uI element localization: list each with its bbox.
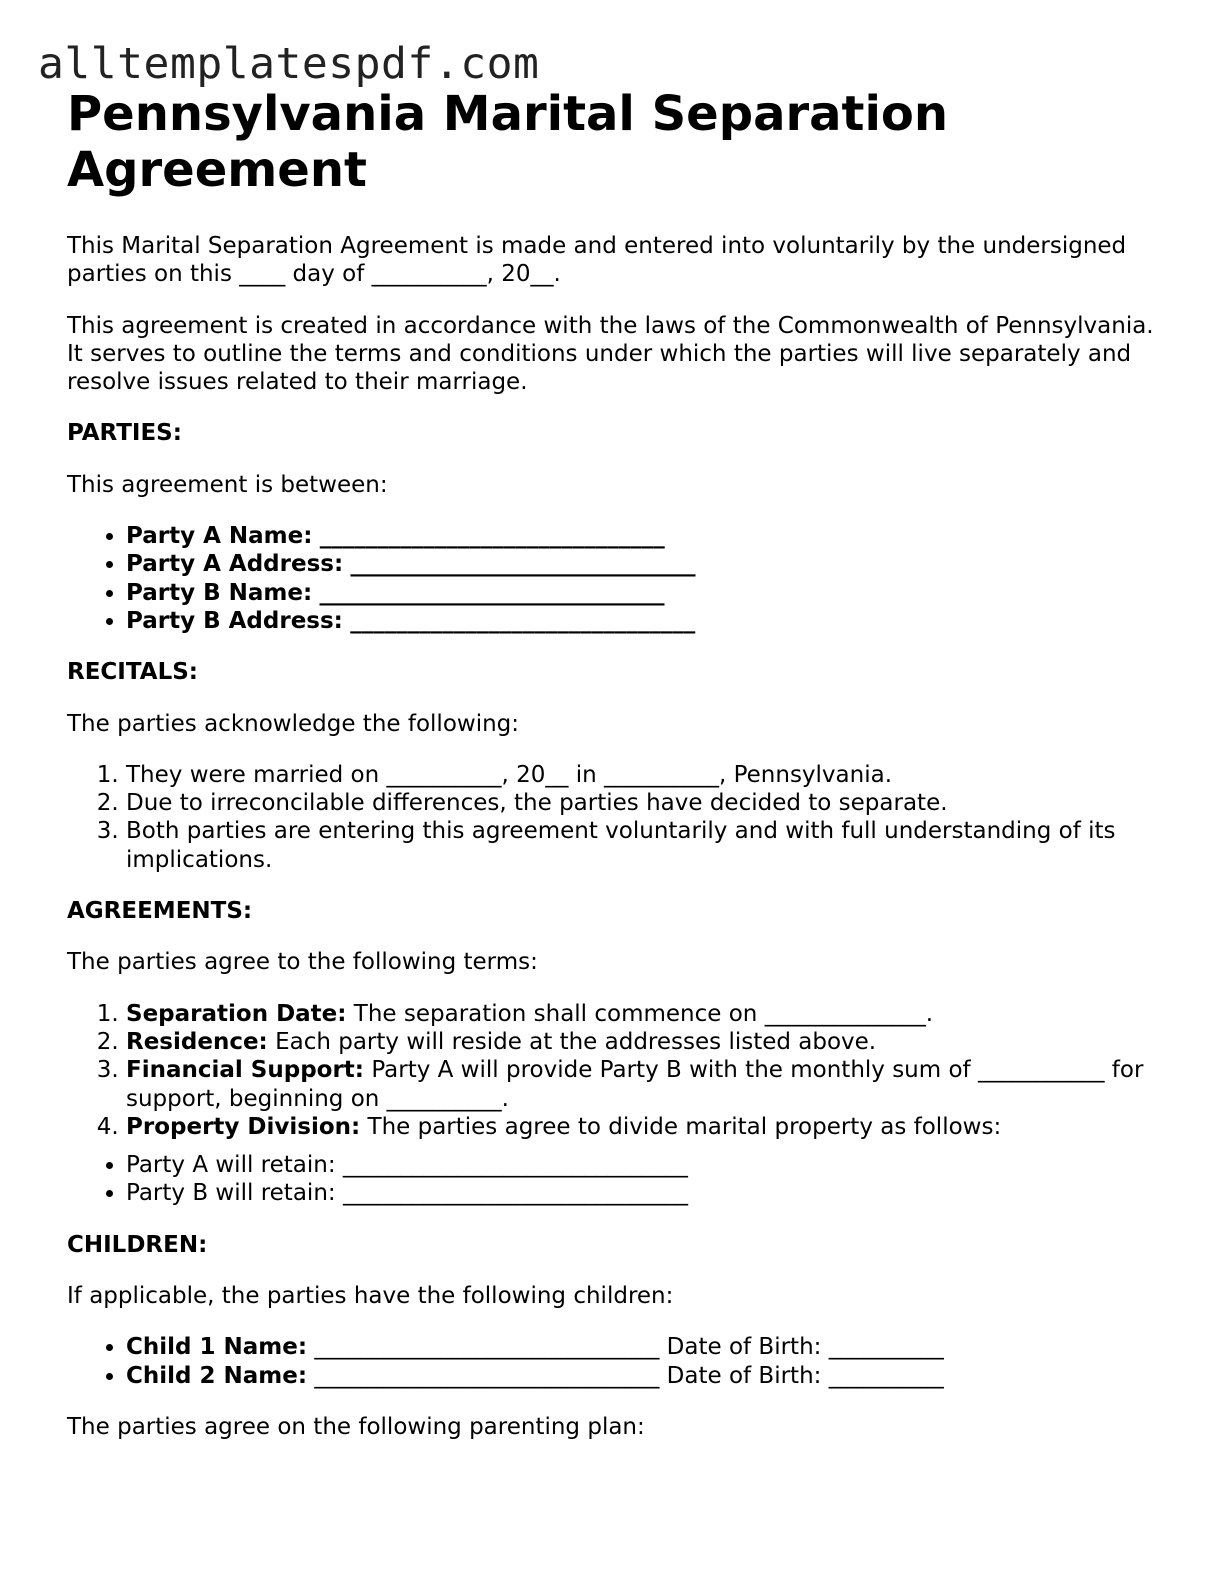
agreements-intro: The parties agree to the following terms: xyxy=(67,949,538,976)
children-list xyxy=(67,1333,1157,1390)
party-label: Party B Name: xyxy=(126,579,313,606)
recitals-list xyxy=(67,761,1157,874)
term-label: Residence: xyxy=(126,1028,268,1055)
list-item xyxy=(126,550,1157,578)
blank-line: ______________________________ xyxy=(350,551,696,578)
list-item xyxy=(126,1056,1157,1113)
recitals-heading: RECITALS: xyxy=(67,659,198,686)
parties-list xyxy=(67,522,1157,635)
list-item xyxy=(126,1113,1157,1141)
term-text: Party A will provide Party B with the monthly sum of ___________ for support, beginning on __________. xyxy=(126,1057,1144,1112)
agreements-list xyxy=(67,1000,1157,1141)
list-item: 2. Due to irreconcilable differences, the parties have decided to separate. xyxy=(126,789,1157,817)
term-label: Financial Support: xyxy=(126,1057,364,1084)
list-item xyxy=(126,1333,1157,1361)
blank-line: ______________________________ Date of Birth: __________ xyxy=(314,1334,944,1361)
list-item xyxy=(126,1028,1157,1056)
party-label: Party B Address: xyxy=(126,607,343,634)
list-item: 3. Both parties are entering this agreement voluntarily and with full understanding of its implications. xyxy=(126,817,1157,874)
list-item xyxy=(126,607,1157,635)
term-label: Property Division: xyxy=(126,1113,361,1140)
parties-intro: This agreement is between: xyxy=(67,471,388,498)
watermark: alltemplatespdf.com xyxy=(38,39,540,89)
blank-line: ______________________________ Date of Birth: __________ xyxy=(314,1362,944,1389)
document-page xyxy=(67,86,1157,1441)
term-text: The separation shall commence on ______________. xyxy=(353,1000,934,1027)
party-label: Party A Name: xyxy=(126,523,313,550)
purpose-paragraph: This agreement is created in accordance with the laws of the Commonwealth of Pennsylvania. It serves to outline the terms and conditions under which the parties will live separately and resolve issues related to their marriage. xyxy=(67,312,1154,396)
list-item: • Party A will retain: ______________________________ xyxy=(126,1151,1157,1179)
term-text: Each party will reside at the addresses listed above. xyxy=(275,1028,877,1055)
child-label: Child 2 Name: xyxy=(126,1362,308,1389)
parties-heading: PARTIES: xyxy=(67,420,182,447)
list-item xyxy=(126,579,1157,607)
list-item xyxy=(126,1362,1157,1390)
agreements-heading: AGREEMENTS: xyxy=(67,898,253,925)
list-item xyxy=(126,522,1157,550)
children-heading: CHILDREN: xyxy=(67,1231,208,1258)
blank-line: ______________________________ xyxy=(319,579,665,606)
blank-line: ______________________________ xyxy=(350,607,696,634)
intro-paragraph: This Marital Separation Agreement is made and entered into voluntarily by the undersigned parties on this ____ day of __________, 20__. xyxy=(67,233,1127,288)
parenting-plan-intro: The parties agree on the following parenting plan: xyxy=(67,1413,645,1440)
term-text: The parties agree to divide marital property as follows: xyxy=(367,1113,1002,1140)
blank-line: ______________________________ xyxy=(319,523,665,550)
page-title: Pennsylvania Marital Separation Agreement xyxy=(67,86,949,198)
list-item: 1. They were married on __________, 20__ in __________, Pennsylvania. xyxy=(126,761,1157,789)
recitals-intro: The parties acknowledge the following: xyxy=(67,710,520,737)
property-list xyxy=(67,1151,1157,1208)
party-label: Party A Address: xyxy=(126,551,344,578)
list-item: • Party B will retain: ______________________________ xyxy=(126,1179,1157,1207)
term-label: Separation Date: xyxy=(126,1000,347,1027)
child-label: Child 1 Name: xyxy=(126,1334,308,1361)
children-intro: If applicable, the parties have the following children: xyxy=(67,1283,674,1310)
list-item xyxy=(126,1000,1157,1028)
